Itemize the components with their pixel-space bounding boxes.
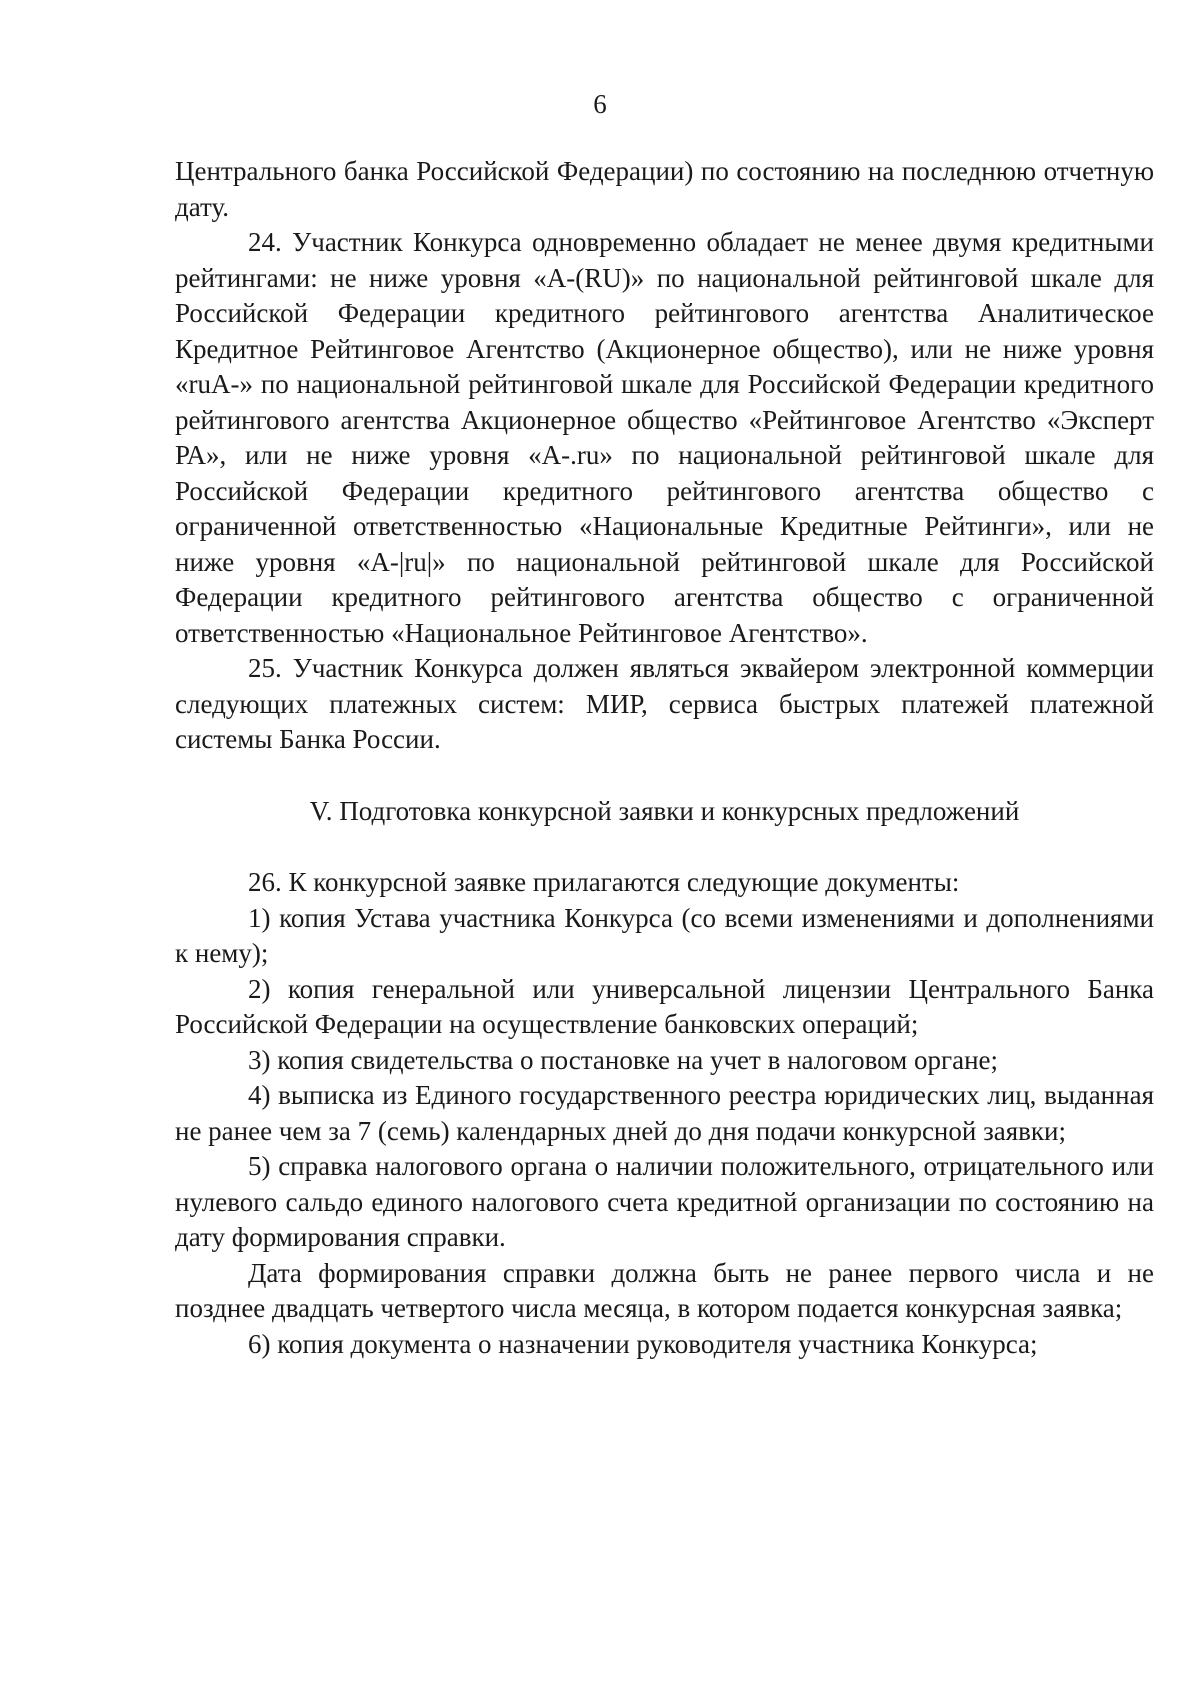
paragraph-25: 25. Участник Конкурса должен являться эквайером электронной коммерции следующих платежных систем: МИР, сервиса быстрых платежей платежной системы Банка России. <box>175 653 1154 754</box>
section-heading: V. Подготовка конкурсной заявки и конкурсных предложений <box>309 795 1020 826</box>
list-item-1: 1) копия Устава участника Конкурса (со всеми изменениями и дополнениями к нему); <box>175 902 1154 968</box>
list-item-6: 6) копия документа о назначении руководителя участника Конкурса; <box>248 1328 1038 1359</box>
page-number: 6 <box>593 89 607 119</box>
list-item-5: 5) справка налогового органа о наличии положительного, отрицательного или нулевого сальдо единого налогового счета кредитной организации по состоянию на дату формирования справки. <box>175 1151 1154 1252</box>
paragraph-continuation: Центрального банка Российской Федерации) по состоянию на последнюю отчетную дату. <box>175 156 1154 222</box>
list-item-3: 3) копия свидетельства о постановке на учет в налоговом органе; <box>248 1044 999 1075</box>
paragraph-26: 26. К конкурсной заявке прилагаются следующие документы: <box>248 867 960 897</box>
list-item-4: 4) выписка из Единого государственного реестра юридических лиц, выданная не ранее чем за 7 (семь) календарных дней до дня подачи конкурсной заявки; <box>175 1080 1154 1146</box>
document-body <box>175 154 1154 1362</box>
date-note-paragraph: Дата формирования справки должна быть не ранее первого числа и не позднее двадцать четвертого числа месяца, в котором подается конкурсная заявка; <box>175 1257 1154 1323</box>
paragraph-24: 24. Участник Конкурса одновременно обладает не менее двумя кредитными рейтингами: не ниже уровня «A-(RU)» по национальной рейтинговой шкале для Российской Федерации кредитного рейтингового агентства Аналитическое Кредитное Рейтинговое Агентство (Акционерное общество), или не ниже уровня «ruA-» по национальной рейтинговой шкале для Российской Федерации кредитного рейтингового агентства Акционерное общество «Рейтинговое Агентство «Эксперт РА», или не ниже уровня «A-.ru» по национальной рейтинговой шкале для Российской Федерации кредитного рейтингового агентства общество с ограниченной ответственностью «Национальные Кредитные Рейтинги», или не ниже уровня «A-|ru|» по национальной рейтинговой шкале для Российской Федерации кредитного рейтингового агентства общество с ограниченной ответственностью «Национальное Рейтинговое Агентство». <box>175 227 1154 648</box>
list-item-2: 2) копия генеральной или универсальной лицензии Центрального Банка Российской Федерации на осуществление банковских операций; <box>175 973 1154 1039</box>
